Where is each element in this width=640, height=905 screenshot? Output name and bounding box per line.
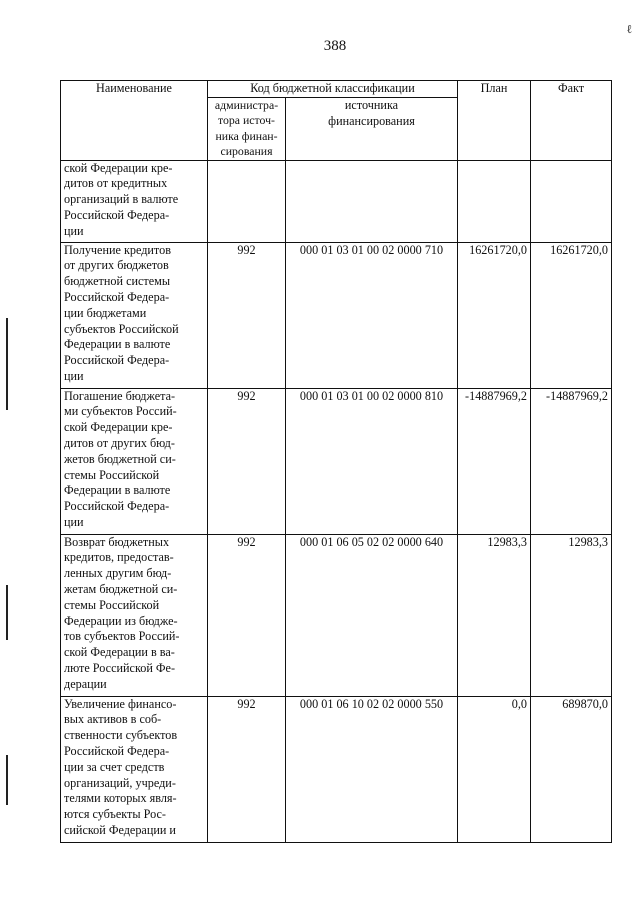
row-name: Погашение бюджета- ми субъектов Россий- ской Федерации кре- дитов от других бюд- жетов бюджетной си- стемы Российской Федерации в валюте Российской Федера- ции [61,388,208,534]
table-row [61,388,612,534]
row-admin-code: 992 [208,388,286,534]
row-source-code: 000 01 03 01 00 02 0000 810 [286,388,458,534]
header-source: источника финансирования [286,98,458,161]
row-plan [458,160,531,242]
row-plan: 0,0 [458,696,531,842]
scan-edge-mark [6,318,8,410]
row-fact: 689870,0 [531,696,612,842]
table-row [61,534,612,696]
row-name: Увеличение финансо- вых активов в соб- ственности субъектов Российской Федера- ции за счет средств организаций, учреди- телями которых явля- ются субъекты Рос- сийской Федерации и [61,696,208,842]
row-name: Возврат бюджетных кредитов, предостав- ленных другим бюд- жетам бюджетной си- стемы Российской Федерации из бюдже- тов субъектов Россий- ской Федерации в ва- люте Российской Фе- дерации [61,534,208,696]
row-admin-code: 992 [208,534,286,696]
scan-edge-mark [6,755,8,805]
header-code-group: Код бюджетной классификации [208,81,458,98]
row-admin-code: 992 [208,242,286,388]
row-name: Получение кредитов от других бюджетов бюджетной системы Российской Федера- ции бюджетами субъектов Российской Федерации в валюте Российской Федера- ции [61,242,208,388]
row-plan: 16261720,0 [458,242,531,388]
row-fact: 16261720,0 [531,242,612,388]
row-fact: 12983,3 [531,534,612,696]
budget-table [60,80,612,843]
row-fact: -14887969,2 [531,388,612,534]
row-source-code: 000 01 03 01 00 02 0000 710 [286,242,458,388]
table-row [61,242,612,388]
row-source-code: 000 01 06 10 02 02 0000 550 [286,696,458,842]
row-plan: 12983,3 [458,534,531,696]
page-number: 388 [323,38,347,54]
header-name: Наименование [61,81,208,161]
row-source-code [286,160,458,242]
header-admin: администра- тора источ- ника финан- сирования [208,98,286,161]
header-plan: План [458,81,531,161]
row-fact [531,160,612,242]
row-plan: -14887969,2 [458,388,531,534]
row-admin-code [208,160,286,242]
table-row [61,160,612,242]
corner-mark: ℓ [626,22,632,36]
row-source-code: 000 01 06 05 02 02 0000 640 [286,534,458,696]
table-row [61,696,612,842]
row-name: ской Федерации кре- дитов от кредитных организаций в валюте Российской Федера- ции [61,160,208,242]
scan-edge-mark [6,585,8,640]
header-fact: Факт [531,81,612,161]
row-admin-code: 992 [208,696,286,842]
